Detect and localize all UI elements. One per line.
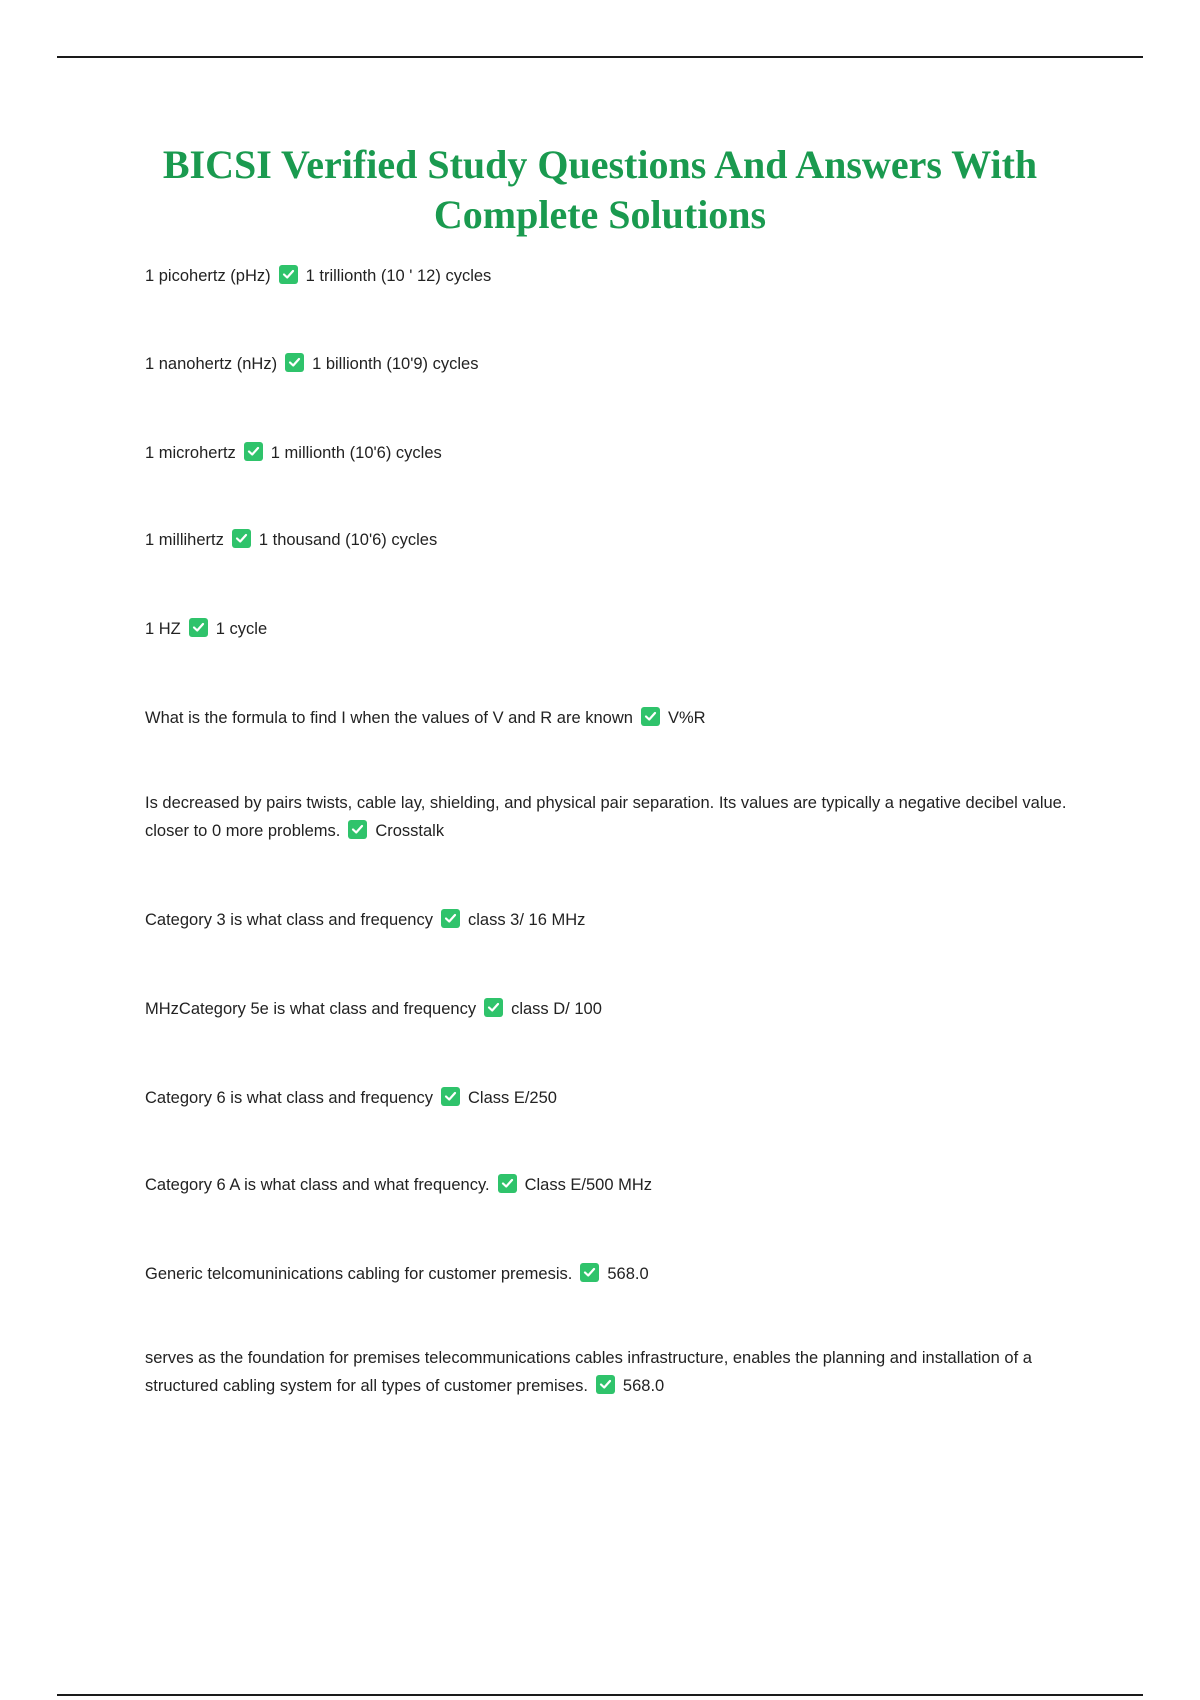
check-box-icon <box>580 1263 599 1282</box>
check-box-icon <box>641 707 660 726</box>
check-box-icon <box>232 529 251 548</box>
answer-text: Crosstalk <box>375 822 445 840</box>
answer-text: 1 billionth (10'9) cycles <box>312 355 479 373</box>
check-box-icon <box>498 1174 517 1193</box>
qa-item <box>145 704 1075 732</box>
question-text: Category 6 A is what class and what frequency. <box>145 1176 490 1194</box>
document-title: BICSI Verified Study Questions And Answers With Complete Solutions <box>162 142 1038 237</box>
question-text: Category 3 is what class and frequency <box>145 911 433 929</box>
check-box-icon <box>285 353 304 372</box>
answer-text: 1 cycle <box>215 620 268 638</box>
question-text: Generic telcomuninications cabling for customer premesis. <box>145 1265 573 1283</box>
answer-text: Class E/250 <box>468 1089 557 1107</box>
check-box-icon <box>189 618 208 637</box>
answer-text: 568.0 <box>622 1377 665 1395</box>
check-box-icon <box>348 820 367 839</box>
check-box-icon <box>244 442 263 461</box>
check-box-icon <box>279 265 298 284</box>
qa-item <box>145 439 1075 467</box>
question-text: 1 millihertz <box>145 531 224 549</box>
qa-item <box>145 995 1075 1023</box>
qa-item <box>145 1344 1075 1400</box>
check-box-icon <box>441 1087 460 1106</box>
qa-item <box>145 1171 1075 1199</box>
answer-text: class 3/ 16 MHz <box>468 911 586 929</box>
check-box-icon <box>441 909 460 928</box>
check-box-icon <box>596 1375 615 1394</box>
qa-item <box>145 1260 1075 1288</box>
footer-rule <box>57 1694 1143 1696</box>
question-text: Is decreased by pairs twists, cable lay, shielding, and physical pair separation. Its values are typically a negative decibel value. closer to 0 more problems. <box>145 794 1067 840</box>
header-rule <box>57 56 1143 58</box>
question-text: 1 nanohertz (nHz) <box>145 355 278 373</box>
qa-item <box>145 526 1075 554</box>
question-text: Category 6 is what class and frequency <box>145 1089 433 1107</box>
qa-item <box>145 262 1075 290</box>
question-text: What is the formula to find I when the values of V and R are known <box>145 709 633 727</box>
answer-text: 1 trillionth (10 ' 12) cycles <box>305 267 492 285</box>
qa-item <box>145 350 1075 378</box>
question-text: serves as the foundation for premises telecommunications cables infrastructure, enables the planning and installation of a structured cabling system for all types of customer premises. <box>145 1349 1032 1395</box>
qa-item <box>145 615 1075 643</box>
question-text: 1 HZ <box>145 620 181 638</box>
answer-text: 1 millionth (10'6) cycles <box>270 444 442 462</box>
answer-text: Class E/500 MHz <box>524 1176 653 1194</box>
answer-text: 1 thousand (10'6) cycles <box>258 531 438 549</box>
answer-text: class D/ 100 <box>511 1000 602 1018</box>
question-text: 1 microhertz <box>145 444 236 462</box>
answer-text: 568.0 <box>607 1265 649 1283</box>
qa-item <box>145 1084 1075 1112</box>
check-box-icon <box>484 998 503 1017</box>
qa-item <box>145 906 1075 934</box>
question-text: MHzCategory 5e is what class and frequency <box>145 1000 477 1018</box>
question-text: 1 picohertz (pHz) <box>145 267 271 285</box>
qa-item <box>145 789 1075 845</box>
answer-text: V%R <box>667 709 706 727</box>
